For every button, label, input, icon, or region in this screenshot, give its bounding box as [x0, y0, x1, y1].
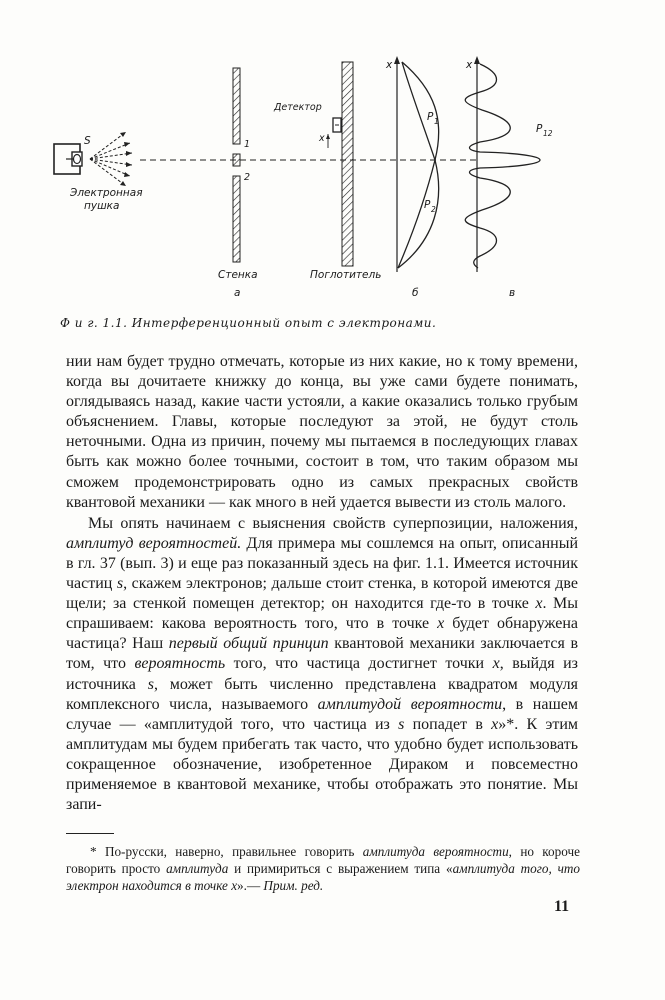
emphasis: s: [147, 675, 154, 693]
gun-label-line1: Электронная: [70, 187, 143, 199]
slit-wall: [233, 68, 240, 262]
emphasis: амплитуда вероятности: [362, 844, 509, 859]
panel-c-label: в: [509, 287, 516, 299]
text-run: »*. К этим амплитудам мы будем прибегать так часто, что удобно будет использовать сокращенное обозначение, изобретенное Дираком и повсеместно применяемое в квантовой механике, чтобы отображать это понятие. Мы запи-: [66, 715, 579, 814]
emphasis: амплитуда: [166, 861, 229, 876]
text-run: будет обнаружена частица? Наш: [66, 615, 579, 653]
page-number: 11: [554, 898, 570, 915]
text-run: . Мы спрашиваем: какова вероятность того, что в точке: [66, 595, 579, 633]
detector: [326, 118, 341, 148]
text-run: * По-русски, наверно, правильнее говорить: [90, 844, 363, 859]
text-run: и примириться с выражением типа «: [228, 861, 453, 876]
svg-text:P: P: [424, 199, 431, 211]
panel-a-label: а: [234, 287, 241, 299]
emphasis: x: [535, 595, 543, 613]
text-run: того, что частица достигнет точки: [225, 655, 493, 673]
emphasis: x: [492, 655, 500, 673]
text-run: Для примера мы сошлемся на опыт, описанный в гл. 37 (вып. 3) и еще раз показанный здесь на фиг. 1.1. Имеется источник частиц: [66, 534, 579, 593]
panel-b-label: б: [412, 287, 419, 299]
axis-c-label: x: [466, 59, 473, 71]
emphasis: первый общий принцип: [168, 635, 329, 653]
gun-label-line2: пушка: [84, 200, 120, 212]
emphasis: Прим. ред.: [263, 878, 324, 893]
figure-caption: Ф и г. 1.1. Интерференционный опыт с электронами.: [60, 316, 437, 330]
emphasis: вероятность: [134, 655, 226, 673]
svg-text:12: 12: [543, 129, 553, 138]
main-text: [66, 352, 578, 815]
emphasis: амплитуд вероятностей.: [66, 534, 242, 552]
source-label: S: [84, 135, 91, 147]
svg-text:P: P: [427, 111, 434, 123]
slit-1-label: 1: [244, 139, 251, 150]
svg-text:P: P: [536, 123, 543, 135]
text-run: , может быть численно представлена квадратом модуля комплексного числа, называемого: [66, 675, 579, 713]
absorber: [342, 62, 353, 266]
svg-text:2: 2: [431, 205, 436, 214]
footnote: [66, 843, 580, 894]
text-run: , в нашем случае — «амплитудой того, что частица из: [66, 695, 578, 733]
paragraph-1: [66, 352, 578, 513]
p2-label: [424, 199, 436, 214]
wall-label: Стенка: [218, 269, 258, 281]
slit-2-label: 2: [244, 172, 251, 183]
electron-gun: [54, 144, 82, 174]
text-run: Мы опять начинаем с выяснения свойств суперпозиции, наложения,: [88, 514, 578, 532]
footnote-rule: [66, 833, 114, 834]
text-run: попадет в: [404, 715, 492, 733]
p12-label: [536, 123, 553, 138]
panel-b: [394, 56, 439, 272]
emphasis: x: [491, 715, 499, 733]
emphasis: амплитудой вероятности: [317, 695, 503, 713]
axis-b-label: x: [386, 59, 393, 71]
detector-x-label: x: [319, 133, 325, 144]
electron-spray: [90, 132, 132, 186]
absorber-label: Поглотитель: [310, 269, 382, 281]
figure-drawing: [40, 40, 640, 310]
emphasis: s: [116, 575, 124, 593]
emphasis: x: [437, 615, 445, 633]
text-run: нии нам будет трудно отмечать, которые из них какие, но к тому времени, когда вы дочитаете книжку до конца, вы уже сами будете понимать, оглядываясь назад, какие части устояли, а какие оказались только грубым объяснением. Главы, которые последуют за этой, не будут столь неточными. Одна из причин, почему мы пытаемся в последующих главах быть как можно более точными, состоит в том, что таким образом мы сможем продемонстрировать одно из самых прекрасных свойств квантовой механики — как много в ней удается вывести из столь малого.: [66, 353, 578, 511]
spray-arrowheads: [120, 132, 132, 186]
emphasis: s: [398, 715, 405, 733]
panel-c: [465, 56, 540, 272]
emphasis: амплитуда того, что электрон находится в точке x: [66, 861, 580, 893]
interference-figure: [40, 40, 640, 310]
text-run: квантовой механики заключается в том, что: [66, 635, 578, 673]
text-run: , выйдя из источника: [66, 655, 579, 693]
svg-text:1: 1: [434, 117, 439, 126]
text-run: , но короче говорить просто: [66, 844, 580, 876]
detector-label: Детектор: [274, 102, 322, 113]
paragraph-2: [66, 514, 578, 815]
text-run: , скажем электронов; дальше стоит стенка, в которой имеются две щели; за стенкой помещен детектор; он находится где-то в точке: [66, 575, 578, 613]
text-run: ».—: [237, 878, 264, 893]
